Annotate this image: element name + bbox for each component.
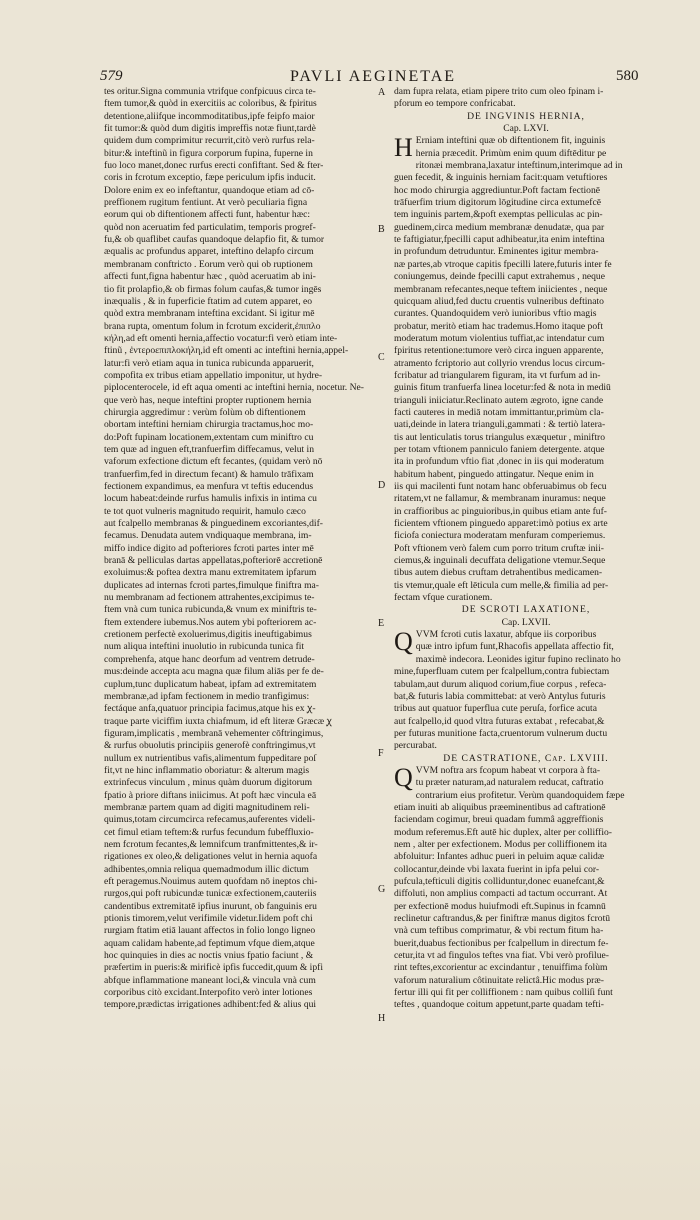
running-title: PAVLI AEGINETAE [290,68,457,85]
text-line: ftem extendere iubemus.Nos autem ybi pofteriorem ac- [104,616,317,628]
text-line: teftes , quandoque coitum appetunt,parte quadam tefti- [394,999,604,1011]
text-line: ritonæi membrana,laxatur inteftinum,interimque ad in [415,160,623,172]
text-line: rint teftes,excorientur ac excindantur , tenuiffima folùm [394,962,608,974]
text-line: eft peragemus.Nouimus autem quofdam nō ineptos chi- [104,876,318,887]
text-line: tem quæ ad inguen eft,tranfuerfim diffecamus, velut in [104,443,315,455]
text-line: pufcula,tefticuli digitis colliduntur,donec euanefcant,& [394,876,605,887]
text-line: hoc modo chirurgia aggrediuntur.Poft factam fectionē [394,184,601,196]
text-line: cretionem perfectè exoluerimus,digitis ineuftigabimus [104,629,312,641]
text-line: cuplum,tunc duplicatum habeat, ipfam ad extremitatem [104,678,317,690]
text-line: fpiritus retentione:tumore verò circa inguen apparente, [394,345,604,357]
text-line: membranæ partem quam ad digiti magnitudinem reli- [104,801,310,813]
text-line: fectionem expandimus, ea menfura vt teftis educendus [104,481,314,492]
text-line: ftem tumor,& quòd in exercitiis ac coloribus, & fpiritus [104,98,317,110]
text-line: vaforum exfectione dictum eft fecantes, (quidam verò nō [104,456,323,468]
text-line: uati,deinde in latera trianguli,gammati : & tertiò latera- [394,419,606,431]
text-line: hoc quinquies in dies ac noctis vnius fpatio faciunt , & [104,950,314,962]
text-line: nullum ex nutrientibus vafis,alimentum fuppeditare poſ [104,752,317,764]
text-line: curantes. Quandoquidem verò iunioribus vftio magis [394,308,597,320]
text-line: probatur, meritò etiam hac trademus.Homo itaque poft [394,320,604,332]
drop-cap-q: Q [394,627,413,657]
text-line: detentione,aliifque incommoditatibus,ipfe feipfo maior [104,110,315,122]
text-line: moderatum motum violentius tuffiat,ac intendatur cum [394,332,605,344]
text-line: dam fupra relata, etiam pipere trito cum oleo fpinam i- [394,86,604,97]
text-line: corporibus citò excidant.Interpofito verò inter lotiones [104,987,313,999]
text-line: fertur illi qui fit per colliffionem : nam quibus colliſi funt [394,987,613,999]
text-line: iis qui macilenti funt notam hanc obferuabimus ob fecu [394,481,607,492]
text-line: do:Poft fupinam locationem,extentam cum miniftro cu [104,431,314,443]
text-line: ita in profundum vftio fiat ,donec in iis qui moderatum [394,456,604,468]
text-line: tem inguinis partem,&poft exemptas pelliculas ac pin- [394,209,603,221]
text-line: candentibus extremitatē ipfius inurunt, ob fanguinis eru [104,900,317,912]
text-line: fectam vfque curationem. [394,592,493,604]
text-line: obortam inteftini herniam chirurgia tractamus,hoc mo- [104,419,314,431]
text-line: tes oritur.Signa communia vtrifque confpicuus circa te- [104,86,316,97]
text-line: locum habeat:deinde rurfus hamulis infixis in intima cu [104,493,317,505]
text-line: aut fcalpello,id quod vltra futuras extabat , refecabat,& [394,715,605,727]
text-line: que verò has, neque inteftini propter ruptionem hernia [104,394,312,406]
text-line: cetur,ita vt ad fingulos teftes vna fiat. Vbi verò profilue- [394,950,609,962]
section-67-chapter: Cap. LXVII. [501,616,551,628]
section-67-title: DE SCROTI LAXATIONE, [461,604,591,616]
text-line: in craffioribus ac pinguioribus,in quibus etiam ante fuf- [394,505,607,517]
text-line: contrarium eius profitetur. Verùm quandoquidem fæpe [415,789,625,801]
margin-letter-h: H [378,1013,386,1024]
text-line: piplocenterocele, id eft aqua omenti ac inteftini hernia, nocetur. Ne- [104,382,364,394]
text-line: collocantur,deinde vbi laxata fuerint in ipfa pelui cor- [394,863,600,875]
text-line: & rurfus obuolutis principiis generofè conftringimus,vt [104,740,316,752]
text-line: figuram,implicatis , membranā vehementer cōftringimus, [104,727,324,739]
text-line: trianguli iniiciatur.Reclinato autem ægroto, igne cande [394,394,604,406]
section-68-title: DE CASTRATIONE, Cap. LXVIII. [443,752,609,764]
margin-letter-f: F [378,748,384,759]
text-line: ficientem vftionem pinguedo apparet:imò potius ex arte [394,518,608,530]
text-line: mus:deinde accepta acu magna quæ filum aliās per fe de- [104,666,324,678]
text-line: tio fit prolapfio,& ob firmas folum caufas,& tumor ingēs [104,283,322,295]
text-line: vnà cum teftibus comprimatur, & vbi rectum fitum ha- [394,925,604,937]
text-line: chirurgia aggredimur : verùm folùm ob diftentionem [104,406,306,418]
text-line: tranfuerfim,fed in directum fecant) & hamulo trāfixam [104,468,314,480]
text-line: tempore,prædictas irrigationes adhibent:fed & alius qui [104,999,317,1011]
text-line: tibus autem diebus cruftam detrahentibus medicamen- [394,567,603,579]
text-line: præfertim in pueris:& mirificè ipfis fuccedit,quum & ipfi [104,962,324,974]
text-line: fu,& ob quaflibet caufas quandoque delapfio fit, & tumor [104,234,325,246]
text-line: aut fcalpello membranas & pinguedinem excoriantes,dif- [104,518,323,530]
text-line: extrinfecus vinculum , minus quàm duorum digitorum [104,777,313,789]
margin-letter-e: E [378,618,385,629]
text-line: rurgiam ftatim etiā lauant affectos in folio longo ligneo [104,925,316,937]
text-line: membranæ,ad ipfam fectionem in medio tranfigimus: [104,690,310,702]
section-66-chapter: Cap. LXVI. [503,123,549,135]
text-line: guinis fitum tranfuerfa linea locetur:fed & nota in mediū [394,382,611,394]
text-line: nu membranam ad fectionem attrahentes,excipimus te- [104,592,315,604]
text-line: trāfuerfim trium digitorum lōgitudine circa extumefcē [394,197,601,209]
text-line: rurgos,qui poft rubicundæ tunicæ exfectionem,cauteriis [104,888,317,900]
text-line: ftinũ , ἐντεροεπιπλοκήλη,id eft omenti ac inteftini hernia,appel- [104,345,349,357]
right-text-column [394,86,658,1012]
text-line: te faftigiatur,fpecilli caput adhibeatur,ita enim inteftina [394,234,605,246]
text-line: exoluimus:& poftea dextra manu extremitatem ipfarum [104,567,317,579]
section-66-title: DE INGVINIS HERNIA, [467,110,585,122]
text-line: quòd non aceruatim fed particulatim, temporis progref- [104,221,316,233]
text-line: fit tumor:& quòd dum digitis impreffis notæ fiunt,tardè [104,123,316,135]
right-page-number: 580 [616,68,639,84]
text-line: rigationes ex oleo,& deligationes velut in hernia aquofa [104,851,318,863]
text-line: inæqualis , & in fuperficie ftatim ad cutem apparet, eo [104,295,313,307]
text-line: num aliqua inteftini inuolutio in rubicunda tunica fit [104,641,305,653]
text-line: Dolore enim ex eo infeftantur, quandoque etiam ad cō- [104,184,315,196]
text-line: coris in fcrotum exceptio, fæpe periculum ipfis inducit. [104,172,316,184]
text-line: Poft vftionem verò falem cum porro tritum cruftæ inii- [394,542,604,554]
text-line: næ partes,ab vtroque capitis fpecilli latere,futuris inter fe [394,258,612,270]
text-line: ftem vnà cum tunica rubicunda,& vnum ex miniftris te- [104,604,317,616]
text-line: guen fecedit, & inguinis herniam facit:quam vetuftiores [394,172,608,184]
text-line: ficiofa coniectura moderatam menfuram comperiemus. [394,530,606,542]
text-line: per totam vftionem panniculo faniem detergente. atque [394,443,605,455]
text-line: maximè indecora. Leonides igitur fupino reclinato ho [415,653,621,665]
text-line: nem , alter per exfectionem. Modus per colliffionem ita [394,838,607,850]
text-line: bitur:& inteftinũ in figura corporum fupina, fuperne in [104,147,313,159]
margin-letter-a: A [378,87,386,98]
margin-letter-g: G [378,884,386,895]
text-line: quidem dum comprimitur recurrit,citò verò rurfus rela- [104,135,315,147]
text-line: eorum qui ob diftentionem affecti funt, habentur hæc: [104,209,311,221]
text-line: aquam calidam habente,ad feptimum vfque diem,atque [104,937,315,949]
text-line: adhibentes,omnia reliqua quemadmodum illic dictum [104,863,309,875]
text-line: quæ intro ipfum funt,Rhacofis appellata affectio fit, [415,641,614,653]
text-line: VVM noftra ars fcopum habeat vt corpora à fta- [415,764,601,776]
margin-letter-d: D [378,480,386,491]
text-line: tu præter naturam,ad naturalem reducat, caftratio [415,777,604,789]
text-line: bat,& futuris labia committebat: at verò Antylus futuris [394,690,606,702]
text-line: traque parte viciffim iuxta chiafmum, id eft literæ Græcæ ꭕ [104,715,332,727]
text-line: fecamus. Denudata autem vndiquaque membrana, im- [104,530,312,542]
text-line: comprehenfa, atque hanc deorfum ad ventrem detrude- [104,653,315,665]
text-line: ciemus,& inguinali decuffata deligatione vtemur.Seque [394,555,606,567]
text-line: etiam inuiti ab aliquibus præeminentibus ad caftrationē [394,801,606,813]
text-line: fit,vt ne hinc inflammatio oboriatur: & alterum magis [104,764,310,776]
text-line: affecti funt,figna habentur hæc , quòd aceruatim ab ini- [104,271,316,283]
text-line: VVM fcroti cutis laxatur, abfque iis corporibus [415,629,597,641]
text-line: percurabat. [394,740,437,752]
text-line: pforum eo tempore confricabat. [394,98,516,110]
text-line: facti cauteres in mediā notam immittantur,primùm cla- [394,406,604,418]
text-line: æqualis ac profundus apparet, inteftino delapfo circum [104,246,314,258]
text-line: mine,fuperfluam cutem per fcalpellum,contra fubiectam [394,666,610,678]
text-line: preffionem rugitum fentiunt. At verò peculiaria figna [104,197,308,209]
margin-letter-b: B [378,224,385,235]
text-line: habitum habent, pinguedo attingatur. Neque enim in [394,468,594,480]
text-line: cet fimul etiam teftem:& rurfus fecundum fubeffluxio- [104,826,314,838]
text-line: compofita ex tribus etiam appellatio imponitur, ut hydre- [104,369,323,381]
text-line: nem fcrotum fecantes,& lemnifcum tranfmittentes,& ir- [104,838,318,850]
text-line: buerit,duabus fectionibus per fcalpellum in directum fe- [394,937,609,949]
text-line: atramento fcriptorio aut collyrio vrendus locus circum- [394,357,605,369]
text-line: latur:fi verò etiam aqua in tunica rubicunda apparuerit, [104,357,314,369]
text-line: brana rupta, omentum folum in fcrotum exciderit,ἐπιπλο [104,320,321,332]
text-line: per futuras munitione facta,cruentorum vulnerum ductu [394,727,608,739]
text-line: te tot quot vulneris magnitudo requirit, hamulo cæco [104,505,306,517]
text-line: vaforum naturalium côtinuitate relictâ.Hic modus præ- [394,974,604,986]
left-page-number: 579 [100,68,123,84]
text-line: κήλη,ad eft omenti hernia,affectio vocatur:fi verò etiam inte- [104,332,338,344]
text-line: reclinetur caftrandus,& per finiftræ manus digitos fcrotū [394,913,611,925]
text-line: miffo indice digito ad pofteriores fcroti partes inter mē [104,542,314,554]
left-text-column [104,86,368,1012]
text-line: branā & pelliculas dartas appellatas,pofteriorē accretionē [104,555,323,567]
text-line: ptionis timorem,velut verifimile videtur.Iidem poft chi [104,913,313,925]
text-line: faciendam cogimur, breui quadam fummâ aggreffionis [394,814,604,826]
text-line: duplicates ad internas fcroti partes,fimulque finiftra ma- [104,579,319,591]
text-line: modum referemus.Eft autē hic duplex, alter per colliffio- [394,826,613,838]
text-line: ritatem,vt ne fallamur, & membranam inuramus: neque [394,493,606,505]
text-line: membranam refecantes,neque teftem iniicientes , neque [394,283,608,295]
text-line: abfoluitur: Infantes adhuc pueri in peluim aquæ calidæ [394,851,605,863]
text-line: hernia præcedit. Primùm enim quum diftēditur pe [415,147,607,159]
text-line: in profundum detruduntur. Eminentes igitur membra- [394,246,599,258]
text-line: abfque inflammatione maneant loci,& vincula vnà cum [104,974,316,986]
text-line: membranam conftricto . Eorum verò qui ob ruptionem [104,258,313,270]
text-line: tribus aut quatuor fuperflua cute peruſa, forfice acuta [394,703,597,715]
margin-letter-c: C [378,352,385,363]
text-line: fectáque anfa,quatuor principia facimus,atque his ex ꭕ- [104,703,316,715]
text-line: tis vtemur,quale eft lēticula cum melle,& fimilia ad per- [394,579,609,591]
text-line: coniungemus, deinde fpecilli caput extrahemus , neque [394,271,605,283]
text-line: fpatio à priore diftans iniicimus. At poft hæc vincula eā [104,789,317,801]
text-line: per exfectionē modus huiufmodi eft.Supinus in fcamnū [394,900,606,912]
text-line: diffoluti, non amplius compacti ad tactum occurrant. At [394,888,608,900]
text-line: fuo loco manet,donec rurfus erecti confiftant. Sed & fter- [104,160,324,172]
drop-cap-q-2: Q [394,762,413,792]
text-line: quimus,totam circumcirca refecamus,auferentes videli- [104,814,316,826]
text-line: quòd extra membranam inteftina excidant. Si igitur mē [104,308,315,320]
text-line: tabulam,aut durum aliquod corium,fiue corpus , refeca- [394,678,607,690]
text-line: quicquam aliud,fed ductu cruentis vulneribus deftinato [394,295,604,307]
text-line: tis aut lenticulatis torus triangulus exæquetur , miniftro [394,431,606,443]
text-line: fcribatur ad triangularem figuram, ita vt furfum ad in- [394,369,601,381]
text-line: Erniam inteftini quæ ob diftentionem fit, inguinis [415,135,606,147]
paper-stain [0,1058,700,1220]
text-line: guedinem,circa medium membranæ denudatæ, qua par [394,221,605,233]
drop-cap-h: H [394,133,413,163]
